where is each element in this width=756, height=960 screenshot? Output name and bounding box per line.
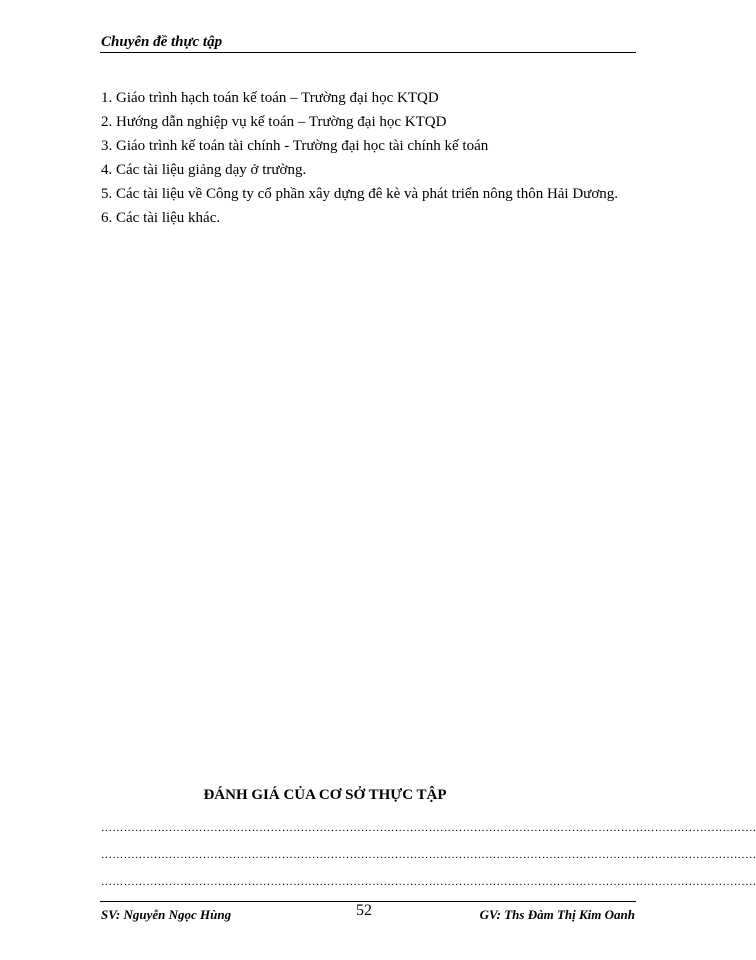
reference-item: 2. Hướng dẫn nghiệp vụ kế toán – Trường đại học KTQD xyxy=(101,114,447,130)
reference-item: 3. Giáo trình kế toán tài chính - Trường đại học tài chính kế toán xyxy=(101,138,489,154)
footer-teacher: GV: Ths Đàm Thị Kim Oanh xyxy=(479,907,635,922)
evaluation-dotted-line: ………………………………………………………………………………………………………………………………………………………… xyxy=(101,822,756,834)
page-number: 52 xyxy=(356,902,372,919)
reference-list xyxy=(101,86,634,230)
evaluation-dotted-line: ………………………………………………………………………………………………………………………………………………………… xyxy=(101,849,756,861)
footer-student: SV: Nguyễn Ngọc Hùng xyxy=(101,907,232,922)
evaluation-dotted-line: ………………………………………………………………………………………………………………………………………………………… xyxy=(101,876,756,888)
evaluation-title: ĐÁNH GIÁ CỦA CƠ SỞ THỰC TẬP xyxy=(203,787,447,803)
header-divider xyxy=(100,52,636,53)
reference-item: 1. Giáo trình hạch toán kế toán – Trường đại học KTQD xyxy=(101,90,439,106)
reference-item: 6. Các tài liệu khác. xyxy=(101,210,221,226)
header-title: Chuyên đề thực tập xyxy=(101,34,223,50)
reference-item: 4. Các tài liệu giảng dạy ở trường. xyxy=(101,162,307,178)
reference-item: 5. Các tài liệu về Công ty cổ phần xây dựng đê kè và phát triển nông thôn Hải Dương. xyxy=(101,186,618,202)
